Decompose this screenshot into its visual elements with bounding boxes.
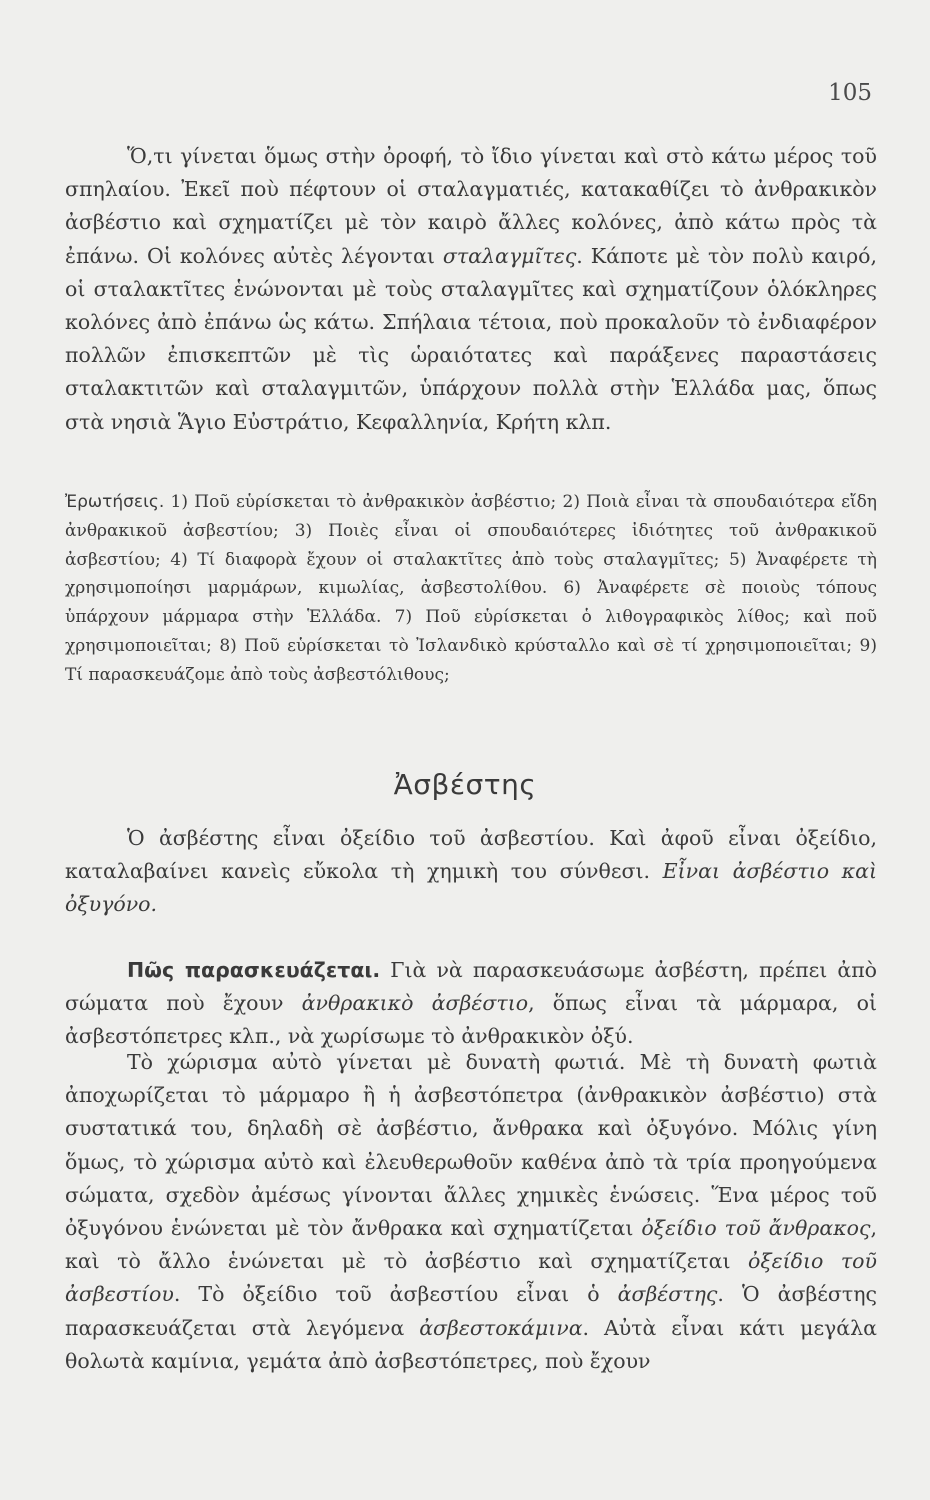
text-run: , ὅπως εἶναι τὰ μάρμαρα, οἱ ἀσβεστόπετρες κλπ., νὰ χωρίσωμε τὸ ἀνθρακικὸν ὀξύ. (65, 991, 877, 1049)
bold-lead: Πῶς παρασκευάζεται. (127, 958, 381, 982)
text-run: . Τὸ ὀξείδιο τοῦ ἀσβεστίου εἶναι ὁ (173, 1282, 618, 1307)
italic-term: ἀνθρακικὸ ἀσβέστιο (301, 991, 529, 1016)
text-run: Ὁ ἀσβέστης εἶναι ὀξείδιο τοῦ ἀσβεστίου. Καὶ ἀφοῦ εἶναι ὀξείδιο, καταλαβαίνει κανεὶς εὔκολα τὴ χημικὴ του σύνθεσι. (65, 826, 877, 884)
body-paragraph-preparation (65, 954, 877, 1054)
body-paragraph-stalagmites (65, 140, 877, 439)
body-paragraph-definition (65, 822, 877, 922)
paragraph-text (65, 1046, 877, 1378)
section-heading: Ἀσβέστης (393, 768, 537, 801)
italic-term: ἀσβεστοκάμινα (419, 1315, 583, 1340)
questions-lead: Ἐρωτήσεις. (65, 492, 165, 512)
italic-term: σταλαγμῖτες (442, 243, 577, 268)
italic-term: ὀξείδιο τοῦ ἀσβεστίου (65, 1249, 877, 1307)
paragraph-text (65, 140, 877, 439)
paragraph-text (65, 954, 877, 1054)
italic-term: Εἶναι ἀσβέστιο καὶ ὀξυγόνο. (65, 859, 877, 917)
text-run: . Κάποτε μὲ τὸν πολὺ καιρό, οἱ σταλακτῖτες ἑνώνονται μὲ τοὺς σταλαγμῖτες καὶ σχηματίζουν ὁλόκληρες κολόνες ἀπὸ ἐπάνω ὡς κάτω. Σπήλαια τέτοια, ποὺ προκαλοῦν τὸ ἐνδιαφέρον πολλῶν ἐπισκεπτῶν μὲ τὶς ὡραιότατες καὶ παράξενες παραστάσεις σταλακτιτῶν καὶ σταλαγμιτῶν, ὑπάρχουν πολλὰ στὴν Ἑλλάδα μας, ὅπως στὰ νησιὰ Ἅγιο Εὐστράτιο, Κεφαλληνία, Κρήτη κλπ. (65, 243, 877, 434)
italic-term: ἀσβέστης (617, 1282, 718, 1307)
text-run: Γιὰ νὰ παρασκευάσωμε ἀσβέστη, πρέπει ἀπὸ σώματα ποὺ ἔχουν (65, 958, 878, 1016)
italic-term: ὀξείδιο τοῦ ἄνθρακος (641, 1216, 871, 1241)
body-paragraph-process (65, 1046, 877, 1378)
page-number: 105 (828, 80, 872, 106)
paragraph-text (65, 822, 877, 922)
questions-text: 1) Ποῦ εὑρίσκεται τὸ ἀνθρακικὸν ἀσβέστιο; 2) Ποιὰ εἶναι τὰ σπουδαιότερα εἴδη ἀνθρακικοῦ ἀσβεστίου; 3) Ποιὲς εἶναι οἱ σπουδαιότερες ἰδιότητες τοῦ ἀνθρακικοῦ ἀσβεστίου; 4) Τί διαφορὰ ἔχουν οἱ σταλακτῖτες ἀπὸ τοὺς σταλαγμῖτες; 5) Ἀναφέρετε τὴ χρησιμοποίησι μαρμάρων, κιμωλίας, ἀσβεστολίθου. 6) Ἀναφέρετε σὲ ποιοὺς τόπους ὑπάρχουν μάρμαρα στὴν Ἑλλάδα. 7) Ποῦ εὑρίσκεται ὁ λιθογραφικὸς λίθος; καὶ ποῦ χρησιμοποιεῖται; 8) Ποῦ εὑρίσκεται τὸ Ἰσλανδικὸ κρύσταλλο καὶ σὲ τί χρησιμοποιεῖται; 9) Τί παρασκευάζομε ἀπὸ τοὺς ἀσβεστόλιθους; (65, 492, 877, 685)
text-run: . Ὁ ἀσβέστης παρασκευάζεται στὰ λεγόμενα (65, 1282, 878, 1340)
text-run: , καὶ τὸ ἄλλο ἑνώνεται μὲ τὸ ἀσβέστιο καὶ σχηματίζεται (65, 1216, 877, 1274)
questions-section (65, 488, 877, 690)
text-run: Ὅ,τι γίνεται ὅμως στὴν ὀροφή, τὸ ἴδιο γίνεται καὶ στὸ κάτω μέρος τοῦ σπηλαίου. Ἐκεῖ ποὺ πέφτουν οἱ σταλαγματιές, κατακαθίζει τὸ ἀνθρακικὸν ἀσβέστιο καὶ σχηματίζει μὲ τὸν καιρὸ ἄλλες κολόνες, ἀπὸ κάτω πρὸς τὰ ἐπάνω. Οἱ κολόνες αὐτὲς λέγονται (65, 144, 877, 268)
text-run: Τὸ χώρισμα αὐτὸ γίνεται μὲ δυνατὴ φωτιά. Μὲ τὴ δυνατὴ φωτιὰ ἀποχωρίζεται τὸ μάρμαρο ἢ ἡ ἀσβεστόπετρα (ἀνθρακικὸν ἀσβέστιο) στὰ συστατικά του, δηλαδὴ σὲ ἀσβέστιο, ἄνθρακα καὶ ὀξυγόνο. Μόλις γίνη ὅμως, τὸ χώρισμα αὐτὸ καὶ ἐλευθερωθοῦν καθένα ἀπὸ τὰ τρία προηγούμενα σώματα, σχεδὸν ἀμέσως γίνονται ἄλλες χημικὲς ἑνώσεις. Ἕνα μέρος τοῦ ὀξυγόνου ἑνώνεται μὲ τὸν ἄνθρακα καὶ σχηματίζεται (65, 1050, 877, 1241)
text-run: . Αὐτὰ εἶναι κάτι μεγάλα θολωτὰ καμίνια, γεμάτα ἀπὸ ἀσβεστόπετρες, ποὺ ἔχουν (65, 1315, 877, 1373)
